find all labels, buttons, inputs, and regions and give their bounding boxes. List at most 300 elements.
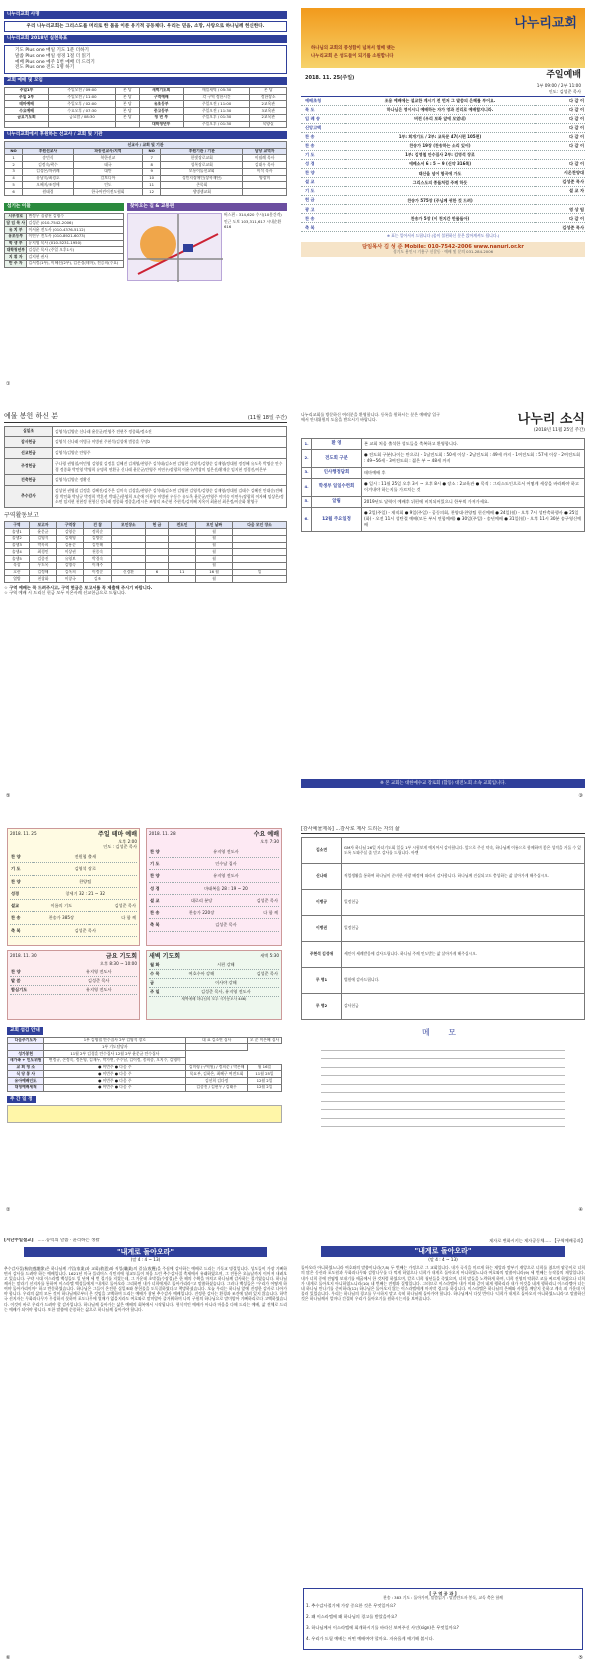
- cell-report-cell: 김옥희: [57, 569, 84, 576]
- table-row: [5, 220, 124, 227]
- news-detail: ● 일시 : 11월 25일 오후 3시 ~ 오후 8시 ● 장소 : 2교육관 ● 목적 : 그리스도인으로서 어떻게 세상을 바라봐야 하고 이겨내야 하는지를 가르치는 것: [362, 478, 585, 496]
- cell-report-cell: [233, 562, 287, 569]
- order-detail: [345, 187, 535, 196]
- sermon-text: 추수감사절(秋收感謝節)은 하나님께 기업(家業)과 교회(救恩)와 직업(職業)의 결실(收穫)을 주심에 감사하는 예배로 드리는 기독교 명절입니다. 성도들이 가장 기뻐하면서 감사를 드려야 하는 예배입니다. 1621년 미국 플리머스 식민지에 청교도들이 처음 드린 추수감사절 축제에서 유래하였으며, 그 전통은 오늘날까지 이어져 내려오고 있습니다. 구약 시대 이스라엘 백성들도 일 년에 세 번 절기를 지켰는데, 그 가운데 초막절(수장절)은 한 해의 수확을 마치고 하나님께 감사하는 절기였습니다. 하나님께서는 말라기 선지자를 통하여 이스라엘 백성들에게 "내게로 돌아오라 그리하면 내가 너희에게로 돌아가리라"고 말씀하셨습니다. 그러나 백성들은 "우리가 어떻게 하여야 돌아가리이까" 하고 반문하였습니다. 하나님은 그들이 온전한 십일조와 봉헌물을 도둑질하였다고 책망하셨습니다. 오늘 우리는 하나님 앞에 진정한 감사로 나아가야 합니다. 우리의 삶의 모든 것이 하나님께로부터 온 것임을 고백하며 드리는 예배가 참된 추수감사 예배입니다. 진정한 감사는 환경과 조건에 달려 있지 않습니다. 하박국 선지자는 무화과나무가 무성하지 못하며 포도나무에 열매가 없을지라도 여호와로 말미암아 즐거워하며 나의 구원의 하나님으로 말미암아 기뻐하리로다 고백하였습니다. 이것이 바로 우리가 드려야 할 감사입니다. 하나님께 돌아가는 삶은 예배의 회복에서 시작됩니다. 형식적인 예배가 아니라 마음을 다해 드리는 예배, 삶 전체로 드리는 예배가 되어야 합니다. 또한 말씀에 순종하는 삶으로 하나님께 돌아가야 합니다.: [4, 1265, 287, 1312]
- mission-col-header: 파송선교사/지역: [73, 148, 142, 155]
- table-row: [8, 1064, 282, 1071]
- table-row: [8, 1084, 282, 1091]
- bus-text-2: 인근 도보 103,311,617 시내순환 616: [224, 219, 282, 230]
- table-row: [301, 96, 585, 105]
- card-detail: 전원협 출새: [33, 851, 137, 863]
- card-item: 성 경: [149, 882, 173, 894]
- c3-title: 금요 기도회: [105, 953, 137, 960]
- table-row: [10, 985, 137, 994]
- cell-report-cell: 김인해: [84, 542, 111, 549]
- sermon-title: "내게로 돌아오라": [24, 1247, 267, 1258]
- card-item: 찬 양: [149, 846, 173, 858]
- theme-service-card: [7, 828, 140, 946]
- cell-report-cell: 열방: [5, 576, 30, 583]
- thanks-text: 일정헌금: [342, 916, 585, 942]
- card-detail: 유지영 전도사: [60, 968, 137, 977]
- serve-cell: ● 이번주 ● 다음 주: [44, 1071, 186, 1078]
- offering-header: [4, 412, 287, 423]
- table-row: [5, 576, 287, 583]
- table-row: [5, 182, 287, 189]
- news-item: 12월 주요일정: [312, 507, 362, 531]
- cell-report-cell: [168, 542, 195, 549]
- table-row: [10, 900, 137, 912]
- cell-report-cell: 윤문균: [29, 529, 56, 536]
- table-row: [10, 887, 137, 899]
- order-detail: 찬송가 575장 (주님께 귀한 것 드려): [345, 196, 535, 205]
- cell-report-cell: [111, 535, 145, 542]
- order-who: 다 같 이: [535, 141, 585, 150]
- order-detail: 조용 예배에는 설교한 계시기 전 먼저 그 말씀의 은혜를 부어요.: [345, 96, 535, 105]
- page-6: [301, 826, 585, 1214]
- c3-date: 2018. 11. 30: [10, 953, 37, 958]
- mission-col-header: 담당 교역자: [243, 148, 287, 155]
- cell-report-cell: [168, 549, 195, 556]
- order-item: 입 례 송: [301, 114, 345, 123]
- card-detail: 찬송가 385장: [33, 912, 89, 924]
- table-row: [301, 169, 585, 178]
- sched-cell: 본 당: [115, 87, 139, 94]
- order-item: 신앙고백: [301, 123, 345, 132]
- offering-title: 예물 봉헌 하신 분: [4, 412, 59, 420]
- sched-cell: 테마예배: [5, 101, 49, 108]
- order-who: 다 같 이: [535, 159, 585, 168]
- card-item: 축 복: [149, 919, 173, 931]
- mission-cell: 생명샘교회: [161, 189, 243, 196]
- card-item: 수 목: [149, 969, 173, 978]
- mission-cell: 한빛장로교회: [161, 155, 243, 162]
- memo-title: 메 모: [422, 1028, 464, 1038]
- table-row: [302, 478, 585, 496]
- thanks-text: 법원에 감사드립니다.: [342, 968, 585, 994]
- offering-names: 김영석/김양순 신나래 윤문균/안영주 전현주 정종화/정소진: [53, 426, 287, 437]
- table-row: [10, 976, 137, 985]
- card-detail: 김성준 목사: [60, 976, 137, 985]
- cell-col-header: 보고자: [29, 522, 56, 529]
- table-row: [10, 912, 137, 924]
- card-who: 김성준 목사: [230, 894, 279, 906]
- mission-cell: 이필례 목사: [243, 155, 287, 162]
- card-detail: 인수남 집사: [173, 858, 279, 870]
- card-detail: 찬송가 220장: [173, 907, 230, 919]
- cell-col-header: 모인 날짜: [196, 522, 233, 529]
- lesson-text: 돌아오라 아니하였느니라 여호와의 말씀이니라(7,8) 두 번째는 가정으로 그 교회입니다. 내가 곡식을 미르게 하는 재앙과 깜부기 재앙으로 너희를 쳤으며 팥중이로 너희의 많은 동산과 포도원과 무화과나무와 감람나무를 다 먹게 하였으나 너희가 내게로 돌아오지 아니하였느니라 여호와의 말씀이니라(9) 세 번째는 농작물의 재앙입니다. 내가 너희 중에 전염병 보내기를 애굽에서 한 것처럼 하였으며, 칼로 너희 청년들을 죽였으며, 너희 말들을 노략하게 하며, 너희 진영의 악취로 코를 찌르게 하였으나 너희가 내게로 돌아오지 아니하였느니라(10) 네 번째는 전쟁과 질병입니다. 그러므로 이스라엘아 내가 이와 같이 네게 행하리라 내가 이것을 네게 행하리니 이스라엘아 너는 네 하나님 만나기를 준비하라(12) 하나님은 돌아오지 않는 이스라엘에게 마지막 경고를 하십니다. 이스라엘은 하나님의 은혜와 사랑을 깨닫지 못하고 계속 죄 가운데 머물러 있었습니다. 우리는 하나님의 경고를 무시하지 말고 속히 하나님께 돌아가야 합니다. 하나님께서 다섯 번이나 '너희가 내게로 돌아오지 아니하였느니라'고 말씀하신 것은 하나님께서 얼마나 간절히 우리가 돌아오기를 원하시는지를 보여줍니다.: [301, 1265, 585, 1302]
- map-block: [127, 200, 287, 281]
- table-row: [5, 142, 287, 149]
- news-footer: ※ 본 교회는 대한예수교 장로회 (합동) 대전노회 소속 교회입니다.: [301, 779, 585, 789]
- news-intro: 나누리교회를 방문하신 여러분을 환영합니다. 등록을 원하시는 분은 예배당 입구에서 안내위원의 도움을 받으시기 바랍니다.: [301, 412, 440, 422]
- cell-report-cell: 김재영: [57, 535, 84, 542]
- card-item: 월 화: [149, 961, 173, 970]
- mission-cell: 11: [143, 182, 161, 189]
- serve-cell: 성가봉헌: [8, 1051, 44, 1058]
- c4-title: 새벽 기도회: [149, 953, 181, 960]
- banner: [301, 8, 585, 68]
- table-row: [5, 475, 287, 486]
- page-8: [301, 1238, 585, 1662]
- staff-role: 반 주 자: [5, 260, 27, 267]
- sermon-tag: [지난주일설교]: [4, 1238, 34, 1243]
- page-number: ⑥: [6, 1654, 11, 1661]
- serve-cell: 대청예배세척: [8, 1084, 44, 1091]
- card-item: 축 복: [10, 924, 33, 936]
- c4-table: [149, 961, 279, 997]
- news-num: 3.: [302, 467, 312, 478]
- staff-title: 섬기는 이들: [4, 203, 124, 211]
- order-item: 찬 양: [301, 169, 345, 178]
- order-detail: 에베소서 6 : 5 ~ 9 (신약 316쪽): [345, 159, 535, 168]
- banner-line-2: 나누리교회 온 성도들이 되기를 소원합니다: [311, 54, 394, 59]
- cell-report-cell: 이상권: [57, 549, 84, 556]
- mission-cell: 유남숙/최경호: [23, 175, 74, 182]
- table-row: [302, 467, 585, 478]
- staff-name: 유지영 목사 (010-5231-1950): [27, 240, 124, 247]
- sched-cell: 매일새벽 / 05:30: [183, 87, 250, 94]
- lesson-box: [303, 1588, 583, 1650]
- news-num: 4.: [302, 478, 312, 496]
- cell-report-cell: 솔샘1: [5, 529, 30, 536]
- cell-report-cell: 김영순: [57, 529, 84, 536]
- cell-note-1: ☆ 구역 예배는 꼭 드려주시고, 구역 헌금은 보고서를 꼭 제출해 주시기 바랍니다.: [4, 585, 153, 591]
- card-who: 다 함 께: [230, 907, 279, 919]
- mission-cell: 대만: [73, 168, 142, 175]
- table-row: [149, 846, 279, 858]
- service-leader: 인도: 김성준 목사: [548, 88, 581, 94]
- card-detail: 찬양팀: [33, 875, 137, 887]
- table-row: [301, 114, 585, 123]
- order-note: ※ 표는 일어서서 드립니다 (몸이 불편하신 분은 앉아계셔도 됩니다.): [386, 233, 500, 239]
- sched-cell: 주일오후 / 01:30: [183, 114, 250, 121]
- thanks-text: 세인이 세례받음에 감사드립니다. 하나님 주께 인도받는 삶 살아가게 해주십시오.: [342, 942, 585, 968]
- cell-report-cell: 신경환: [111, 569, 145, 576]
- order-item: 예배초청: [301, 96, 345, 105]
- serve-cell: 유아예배인도: [8, 1078, 44, 1085]
- order-item: 축 복: [301, 223, 345, 232]
- table-row: [8, 1078, 282, 1085]
- offering-names: 김영석/김양순 안영주: [53, 448, 287, 459]
- sermon-ref: (말 4 : 4 ~ 13): [130, 1257, 161, 1263]
- table-row: [5, 114, 287, 121]
- mission-cell: 4: [5, 175, 23, 182]
- card-item: 기 도: [10, 863, 33, 875]
- cell-report-cell: [111, 576, 145, 583]
- vision-text: 우리 나누리교회는 그리스도를 머리로 한 몸을 이룬 유기적 공동체다. 우리는 믿음, 소망, 사랑으로 하나님께 헌신한다.: [4, 21, 287, 33]
- table-row: [10, 968, 137, 977]
- order-who: 다 같 이: [535, 132, 585, 141]
- order-who: 다 같 이: [535, 123, 585, 132]
- c4-time: 새벽 5:30: [260, 953, 279, 958]
- cell-report-cell: 11: [168, 569, 195, 576]
- table-row: [5, 535, 287, 542]
- mission-col-header: 후원선교사: [23, 148, 74, 155]
- card-item: 설 교: [149, 894, 173, 906]
- cell-report-cell: [168, 562, 195, 569]
- table-row: [8, 1071, 282, 1078]
- table-row: [302, 968, 585, 994]
- order-detail: [345, 205, 535, 214]
- page-4: [301, 412, 585, 800]
- card-detail: 김영석 장로: [33, 863, 137, 875]
- banner-line-1: 하나님의 교회의 풍성함이 넘쳐서 열매 맺는: [311, 46, 395, 51]
- serve-table: [7, 1037, 282, 1092]
- table-row: [5, 168, 287, 175]
- vision-title: 나누리교회 사명: [4, 11, 287, 19]
- card-detail: 이름의 기도: [33, 900, 89, 912]
- order-item: 묵 도: [301, 105, 345, 114]
- mission-cell: 캄보디아: [73, 175, 142, 182]
- staff-block: [4, 200, 124, 281]
- thanks-text: 직업생활을 통하여 하나님이 준비한 사랑 배정에 따라서 감사합니다. 하나님께 진실되고도 충성하는 삶 살아가게 해주십시오.: [342, 864, 585, 890]
- page-number: ④: [578, 1206, 583, 1213]
- order-item: 찬 송: [301, 141, 345, 150]
- sched-cell: 주일오후 / 02:00: [49, 101, 116, 108]
- order-detail: 하나님은 영이시니 예배하는 자가 영과 진리로 예배할지니라.: [345, 105, 535, 114]
- news-item: 학생부 일일수련회: [312, 478, 362, 496]
- serve-cell: 12월 2일: [247, 1078, 281, 1085]
- mission-col-header: NO: [5, 148, 23, 155]
- table-row: [5, 485, 287, 507]
- card-who: 다 함 께: [89, 912, 137, 924]
- table-row: [5, 569, 287, 576]
- table-row: [302, 916, 585, 942]
- staff-role: 학 생 부: [5, 240, 27, 247]
- serve-cell: 새가족 + 인도위원: [8, 1057, 44, 1064]
- cell-report-cell: 천창화: [29, 576, 56, 583]
- cell-report-cell: [168, 529, 195, 536]
- order-who: 다 같 이: [535, 114, 585, 123]
- mission-cell: 김대우 목사: [243, 162, 287, 169]
- card-item: 찬 송: [10, 912, 33, 924]
- order-detail: 1부: 회개기도 / 2부: 교독문 47(시편 105편): [345, 132, 535, 141]
- card-who: 김성준 목사: [89, 900, 137, 912]
- cell-report-cell: 김양순: [84, 535, 111, 542]
- cell-report-cell: [233, 576, 287, 583]
- cell-report-cell: 솔샘2: [5, 535, 30, 542]
- table-row: [5, 556, 287, 563]
- card-item: 합심기도: [10, 985, 60, 994]
- bus-text: 버스편 : 314,620 수시(10분간격): [224, 211, 282, 217]
- mission-title: 나누리교회에서 후원하는 선교사 / 교회 및 기관: [4, 131, 287, 139]
- sched-cell: 금요기도회: [5, 114, 49, 121]
- mission-cell: 모퉁이돌선교회: [161, 168, 243, 175]
- sched-cell: [49, 121, 116, 128]
- cell-col-header: 전도인: [168, 522, 195, 529]
- news-item: 알림: [312, 496, 362, 507]
- page-5: [4, 826, 287, 1214]
- sched-cell: 주일오후 / 01:30: [183, 121, 250, 128]
- sched-cell: 본 당: [115, 108, 139, 115]
- c1-leader: 인도 : 김성준 목사: [103, 843, 137, 849]
- card-detail: 유지영 전도사: [173, 870, 279, 882]
- fri-prayer-card: [7, 950, 140, 1020]
- goal-list: [4, 45, 287, 74]
- mission-table: [4, 141, 287, 196]
- news-item: 전도회 구분: [312, 450, 362, 468]
- offering-category: 선교헌금: [5, 448, 53, 459]
- cell-report-cell: 박옥희: [29, 542, 56, 549]
- cell-report-cell: 이정순: [84, 569, 111, 576]
- staff-name: 이연우 전도사 (010-8921-6073): [27, 233, 124, 240]
- cell-report-cell: 월: [196, 542, 233, 549]
- news-num: 1.: [302, 438, 312, 449]
- c2-date: 2018. 11. 28: [149, 831, 176, 836]
- table-row: [5, 458, 287, 474]
- offering-names: 김영석/김양순 정황신: [53, 475, 287, 486]
- sched-cell: 각 구역 정한시간: [183, 94, 250, 101]
- cell-report-cell: [111, 542, 145, 549]
- table-row: [149, 894, 279, 906]
- table-row: [149, 919, 279, 931]
- serve-cell: 오 순 이은혜 집사: [247, 1037, 281, 1044]
- serve-title: 교회 섬김 안내: [7, 1027, 43, 1035]
- mission-cell: 3: [5, 168, 23, 175]
- map-row: [127, 213, 287, 281]
- cell-report-cell: [146, 542, 169, 549]
- cell-report-cell: 월: [196, 549, 233, 556]
- table-row: [301, 178, 585, 187]
- table-row: [5, 148, 287, 155]
- cell-report-cell: 이재주: [84, 562, 111, 569]
- table-row: [302, 838, 585, 864]
- page-number: ①: [6, 380, 11, 387]
- news-date: (2018년 11월 25일 주간): [533, 428, 585, 434]
- lesson-ref: (말 4 : 4 ~ 13): [428, 1257, 458, 1262]
- card-detail: 김성준 목사: [33, 924, 137, 936]
- mission-cell: 북한선교: [73, 155, 142, 162]
- thanks-text: 감사헌금: [342, 994, 585, 1020]
- order-footer: [301, 242, 585, 257]
- cell-report-cell: 김조: [84, 576, 111, 583]
- cell-report-cell: [233, 542, 287, 549]
- service-times: 1부 09:00 / 2부 11:00: [536, 83, 581, 89]
- page-number: ③: [578, 792, 583, 799]
- table-row: [301, 205, 585, 214]
- cell-report-cell: 6: [146, 569, 169, 576]
- news-item: 환 영: [312, 438, 362, 449]
- table-row: [302, 994, 585, 1020]
- thanks-table: [301, 837, 585, 1020]
- order-detail: 찬송가 5장 (이 천지간 만물들아): [345, 214, 535, 223]
- offering-table: [4, 426, 287, 508]
- table-row: [8, 1044, 282, 1051]
- order-detail: [345, 123, 535, 132]
- c1-time: 오후 2:00: [118, 838, 137, 844]
- sched-cell: 금요밤 / 08:30: [49, 114, 116, 121]
- offering-names: 김상현 권영철 김정훈 김혜진/김주은 김미숙 김상훈/천영주 김석태/김소연 김영찬 김영석/김양순 김재영/정대원 김태수 김혜진 안대순/전혜림 박인화 박남규 박정희 박혼선 박대근/한영희 오순애 이경우 이병권 우동수 유도옥 윤문균/안영주 이미숙 이연우/장광희 이자혜 임상은/정소연 임지현 천현정 천형신 정나래 정종화 정종훈/정시은 조영덕 조준현 주현석/김미혜 지옥이 최윤선 최은정/이순화 황영구: [53, 485, 287, 507]
- offering-category: 건축헌금: [5, 475, 53, 486]
- page-number: ⑤: [6, 792, 11, 799]
- news-header: [301, 412, 585, 434]
- table-row: [5, 189, 287, 196]
- serve-cell: [8, 1044, 44, 1051]
- mission-col-header: NO: [143, 148, 161, 155]
- staff-role: 유초등부: [5, 233, 27, 240]
- table-row: [10, 924, 137, 936]
- question: 3. 하나님께서 이스라엘에 회개하시기를 바라신 보여주신 사인(sign)은 무엇일까요?: [306, 1625, 459, 1630]
- card-detail: 여호수아 강해: [173, 969, 230, 978]
- order-table: [301, 96, 585, 232]
- sched-cell: 3교육관: [250, 108, 287, 115]
- page-number: ⑤: [578, 1654, 583, 1661]
- order-item: 성 경: [301, 159, 345, 168]
- mission-cell: 인도: [73, 182, 142, 189]
- table-row: [5, 233, 124, 240]
- serve-cell: 다음주기도자: [8, 1037, 44, 1044]
- table-row: [301, 105, 585, 114]
- offering-date: (11월 18일 주간): [247, 414, 287, 421]
- thanks-name: 무 명1: [302, 968, 342, 994]
- table-row: [5, 448, 287, 459]
- page-1: [4, 8, 287, 388]
- table-row: [5, 155, 287, 162]
- thanks-text: 일정헌금: [342, 890, 585, 916]
- goal-item: 예배 Plus one 예주 1번 예배 더 드리기: [15, 59, 95, 65]
- serve-cell: 대 표 김소연 집사: [186, 1037, 248, 1044]
- serve-cell: 1부 기도담당자: [44, 1044, 186, 1051]
- offering-category: 십일조: [5, 426, 53, 437]
- offering-category: 추수감사: [5, 485, 53, 507]
- cell-report-cell: [233, 556, 287, 563]
- staff-role: 담 임 목 사: [6, 219, 26, 225]
- cell-title: 구역활동보고: [4, 511, 39, 519]
- staff-name: 변정우 집광천 김영수: [27, 213, 124, 220]
- sched-cell: 유초등부: [139, 101, 183, 108]
- week-title: 주 간 일 정: [7, 1096, 36, 1104]
- card-detail: 마태복음 28 : 19 ~ 20: [173, 882, 279, 894]
- cell-report-cell: 월: [196, 562, 233, 569]
- cell-report-cell: 16 월: [196, 569, 233, 576]
- sched-cell: 주일오전 / 11:00: [49, 94, 116, 101]
- cell-report-cell: [146, 576, 169, 583]
- page-7: [4, 1238, 287, 1662]
- table-row: [5, 175, 287, 182]
- staff-name: 김서정(1부), 이혜선(2부), 김은경(테마), 전승희(수요): [27, 260, 124, 267]
- sched-cell: [5, 121, 49, 128]
- card-item: 찬 양: [10, 968, 60, 977]
- order-who: [535, 196, 585, 205]
- cell-report-cell: 목상: [5, 562, 30, 569]
- goal-item: 전도 Plus one 전도 1명 하기: [15, 65, 75, 71]
- order-who: 다 같 이: [535, 105, 585, 114]
- thanks-text: GM자 하나님 26일 자녀기도회 일들 1부 시험보게 예지어서 감사합니다. 앞으로 주신 약속, 하나님께 이름으로 함께하며 좋은 성적을 거둘 수 있도록 도와주실 줄 믿고 감사를 드립니다. 아멘: [342, 838, 585, 864]
- page-number: ②: [6, 1206, 11, 1213]
- cell-report-cell: [111, 529, 145, 536]
- table-row: [5, 94, 287, 101]
- cell-report-cell: 솔샘4: [5, 549, 30, 556]
- order-detail: [345, 223, 535, 232]
- cell-report-cell: 솔샘5: [5, 556, 30, 563]
- week-box: [7, 1105, 282, 1123]
- staff-name: 김지현 권사: [27, 254, 124, 261]
- sched-cell: 수요오후 / 07:30: [49, 108, 116, 115]
- sched-cell: 주일오전 / 11:00: [183, 101, 250, 108]
- staff-name: 김성준 (010-7542-2006): [27, 220, 124, 227]
- serve-cell: ● 이번주 ● 다음 주: [44, 1064, 186, 1071]
- sermon-tag-2: ......능력의 말씀 · 윤리하는 생활: [37, 1238, 100, 1243]
- cell-report-cell: 김종진: [29, 556, 56, 563]
- order-detail: 버전 (우리 보좌 앞에 모였네): [345, 114, 535, 123]
- cell-report-cell: [146, 535, 169, 542]
- news-detail: 본 교회 처음 출석한 성도들을 축복하고 환영합니다.: [362, 438, 585, 449]
- mission-cell: 이석 목사: [243, 168, 287, 175]
- news-table: [301, 438, 585, 532]
- order-item: 찬 송: [301, 132, 345, 141]
- table-row: [5, 437, 287, 448]
